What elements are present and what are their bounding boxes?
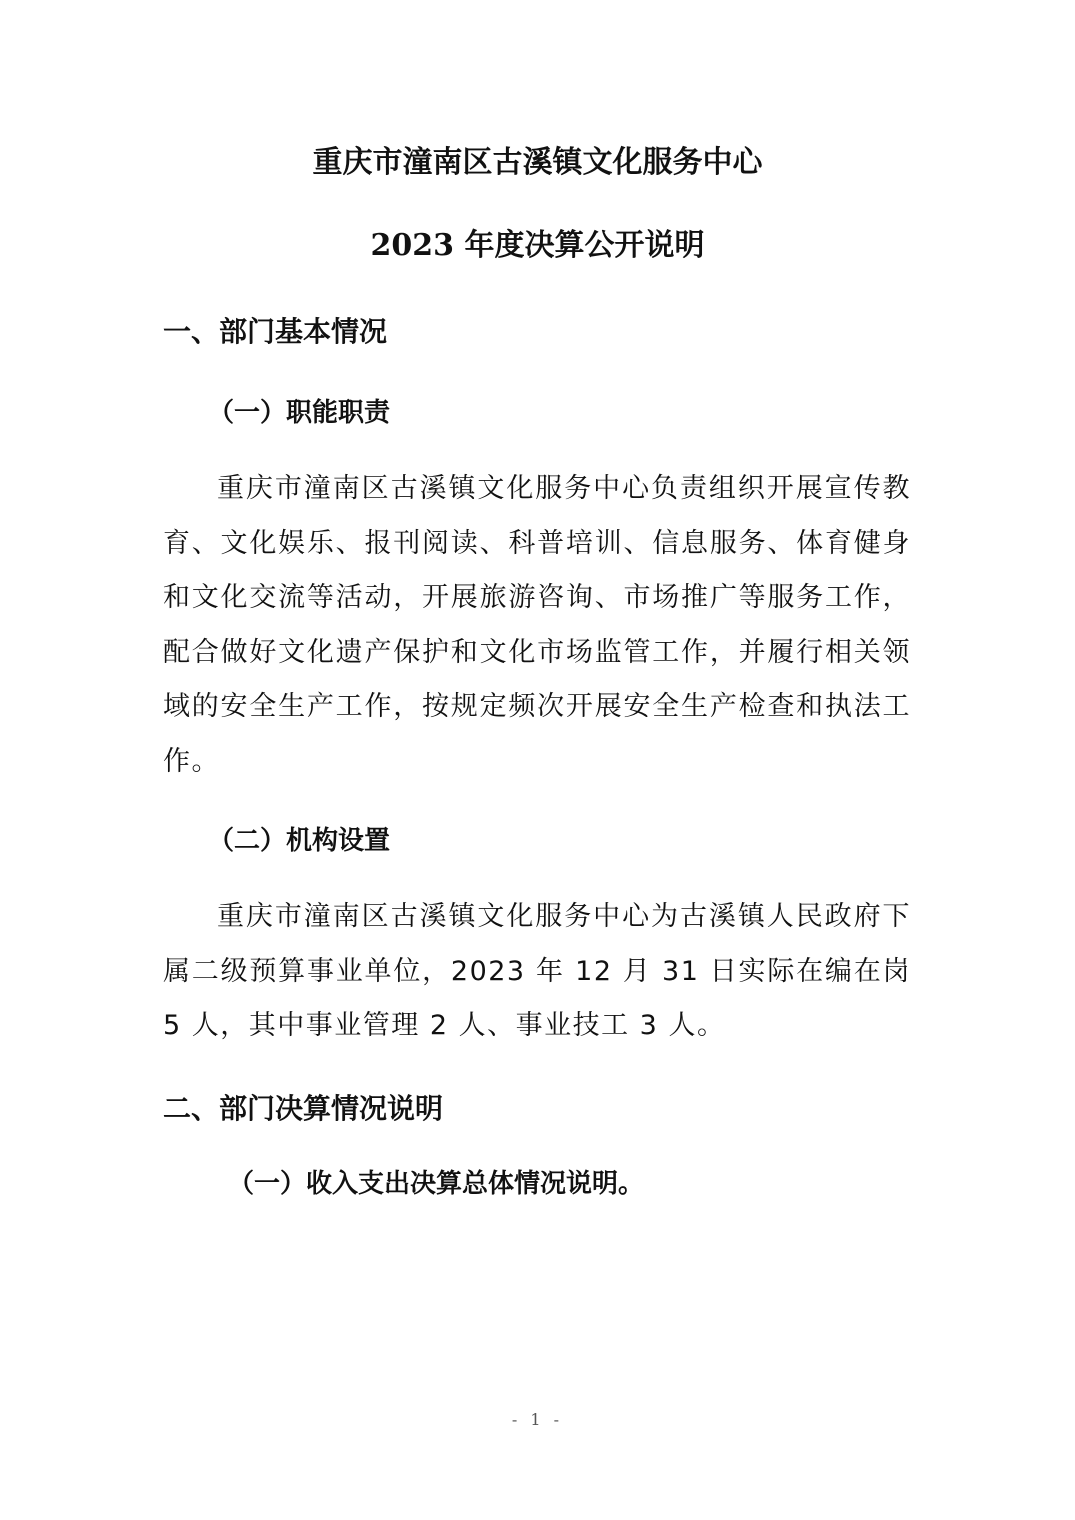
document-title-line2: 2023 年度决算公开说明: [370, 228, 705, 263]
subsection-heading-income-expenditure: （一）收入支出决算总体情况说明。: [228, 1169, 645, 1199]
subsection-heading-functions: （一）职能职责: [208, 398, 391, 428]
paragraph-organization: 重庆市潼南区古溪镇文化服务中心为古溪镇人民政府下属二级预算事业单位，2023 年 12 月 31 日实际在编在岗 5 人，其中事业管理 2 人、事业技工 3 人。: [163, 901, 911, 1041]
section-heading-basic-info: 一、部门基本情况: [163, 315, 388, 348]
page-number: - 1 -: [511, 1410, 564, 1429]
document-title-line1: 重庆市潼南区古溪镇文化服务中心: [312, 145, 763, 180]
paragraph-functions: 重庆市潼南区古溪镇文化服务中心负责组织开展宣传教育、文化娱乐、报刊阅读、科普培训、信息服务、体育健身和文化交流等活动，开展旅游咨询、市场推广等服务工作，配合做好文化遗产保护和文化市场监管工作，并履行相关领域的安全生产工作，按规定频次开展安全生产检查和执法工作。: [163, 473, 911, 777]
subsection-heading-organization: （二）机构设置: [208, 826, 391, 856]
section-heading-final-accounts: 二、部门决算情况说明: [163, 1092, 444, 1125]
